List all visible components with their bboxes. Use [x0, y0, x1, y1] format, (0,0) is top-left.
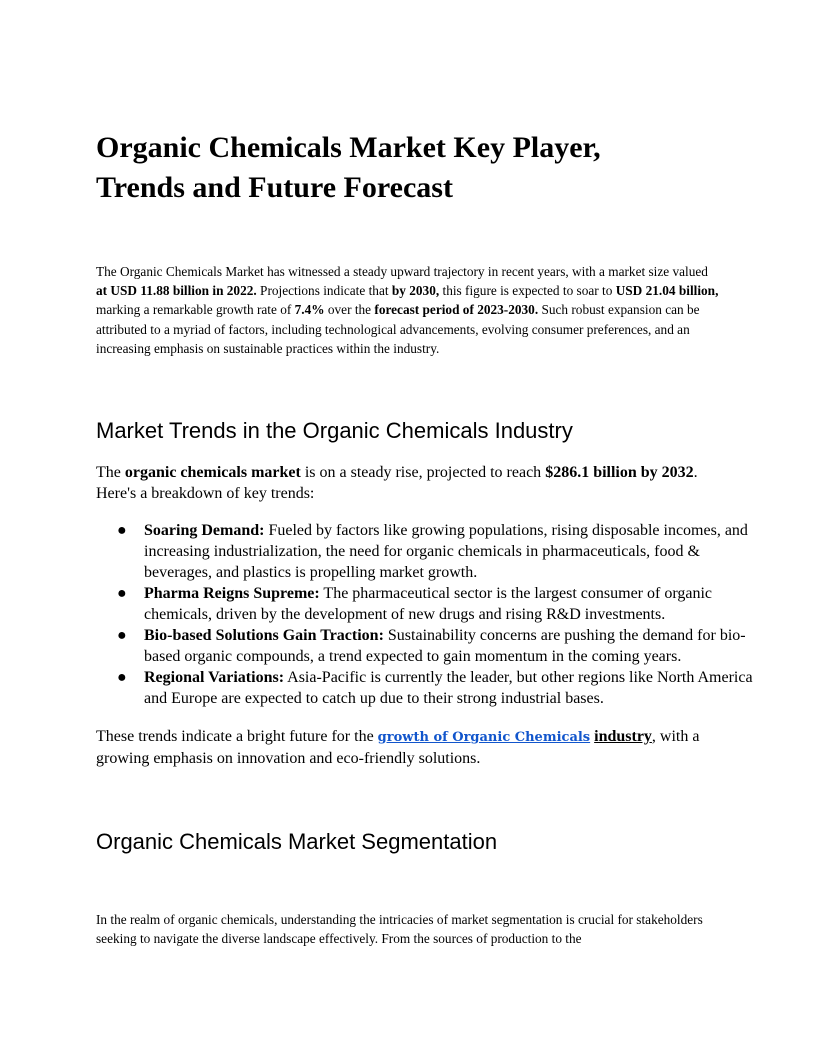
- trends-intro-text: . Here's a breakdown of key trends:: [96, 464, 698, 502]
- segmentation-paragraph: In the realm of organic chemicals, understanding the intricacies of market segmentation is crucial for stakeholders seeking to navigate the diverse landscape effectively. From the sources of production to the: [96, 912, 703, 947]
- list-item: [117, 667, 768, 709]
- list-item: [117, 520, 768, 583]
- bullet-icon: ●: [117, 585, 127, 602]
- intro-bold-forecast-period: forecast period of 2023-2030.: [374, 302, 539, 318]
- segmentation-heading: Organic Chemicals Market Segmentation: [96, 829, 498, 854]
- growth-link[interactable]: growth of Organic Chemicals: [377, 730, 591, 745]
- industry-underlined: industry: [594, 728, 652, 745]
- trends-intro-text: The: [96, 464, 125, 481]
- trends-intro-paragraph: [96, 462, 720, 504]
- trends-outro-paragraph: [96, 726, 720, 769]
- intro-text: Such robust expansion can be attributed to a myriad of factors, including technological advancements, evolving consumer preferences, and an increasing emphasis on sustainable practices within the industry.: [96, 302, 700, 356]
- trend-label: Soaring Demand:: [144, 522, 265, 539]
- trend-label: Pharma Reigns Supreme:: [144, 585, 320, 602]
- intro-text: The Organic Chemicals Market has witnessed a steady upward trajectory in recent years, with a market size valued: [96, 264, 708, 279]
- trend-text: Asia-Pacific is currently the leader, but other regions like North America and Europe are expected to catch up due to their strong industrial bases.: [144, 669, 753, 707]
- intro-paragraph: [96, 262, 720, 358]
- list-item: [117, 625, 768, 667]
- trend-text: The pharmaceutical sector is the largest consumer of organic chemicals, driven by the development of new drugs and rising R&D investments.: [144, 585, 713, 623]
- bullet-icon: ●: [117, 669, 127, 686]
- bullet-icon: ●: [117, 627, 127, 644]
- trend-label: Regional Variations:: [144, 669, 285, 686]
- trends-intro-bold-value: $286.1 billion by 2032: [545, 464, 694, 481]
- intro-bold-growth-rate: 7.4%: [294, 302, 325, 318]
- bullet-icon: ●: [117, 522, 127, 539]
- trends-intro-bold-market: organic chemicals market: [124, 464, 301, 481]
- trends-outro-text: These trends indicate a bright future for the: [96, 728, 378, 745]
- intro-text: over the: [324, 302, 375, 318]
- intro-text: this figure is expected to soar to: [439, 283, 616, 299]
- intro-text: Projections indicate that: [256, 283, 392, 299]
- trends-heading: Market Trends in the Organic Chemicals Industry: [96, 418, 573, 443]
- list-item: [117, 583, 768, 625]
- intro-bold-forecast-value: USD 21.04 billion,: [615, 283, 719, 299]
- trends-list: [96, 520, 768, 709]
- trends-intro-text: is on a steady rise, projected to reach: [300, 464, 546, 481]
- page-title: [96, 128, 720, 208]
- intro-bold-year: by 2030,: [391, 283, 440, 299]
- trend-text: Fueled by factors like growing populations, rising disposable incomes, and increasing industrialization, the need for organic chemicals in pharmaceuticals, food & beverages, and plastics is propelling market growth.: [144, 522, 748, 581]
- trend-text: Sustainability concerns are pushing the demand for bio-based organic compounds, a trend expected to gain momentum in the coming years.: [144, 627, 746, 665]
- intro-text: marking a remarkable growth rate of: [96, 302, 295, 318]
- trend-label: Bio-based Solutions Gain Traction:: [144, 627, 384, 644]
- title-line-2: Trends and Future Forecast: [96, 171, 453, 204]
- trends-outro-text: , with a growing emphasis on innovation and eco-friendly solutions.: [96, 728, 700, 767]
- title-line-1: Organic Chemicals Market Key Player,: [96, 131, 601, 164]
- intro-bold-market-size: at USD 11.88 billion in 2022.: [96, 283, 257, 299]
